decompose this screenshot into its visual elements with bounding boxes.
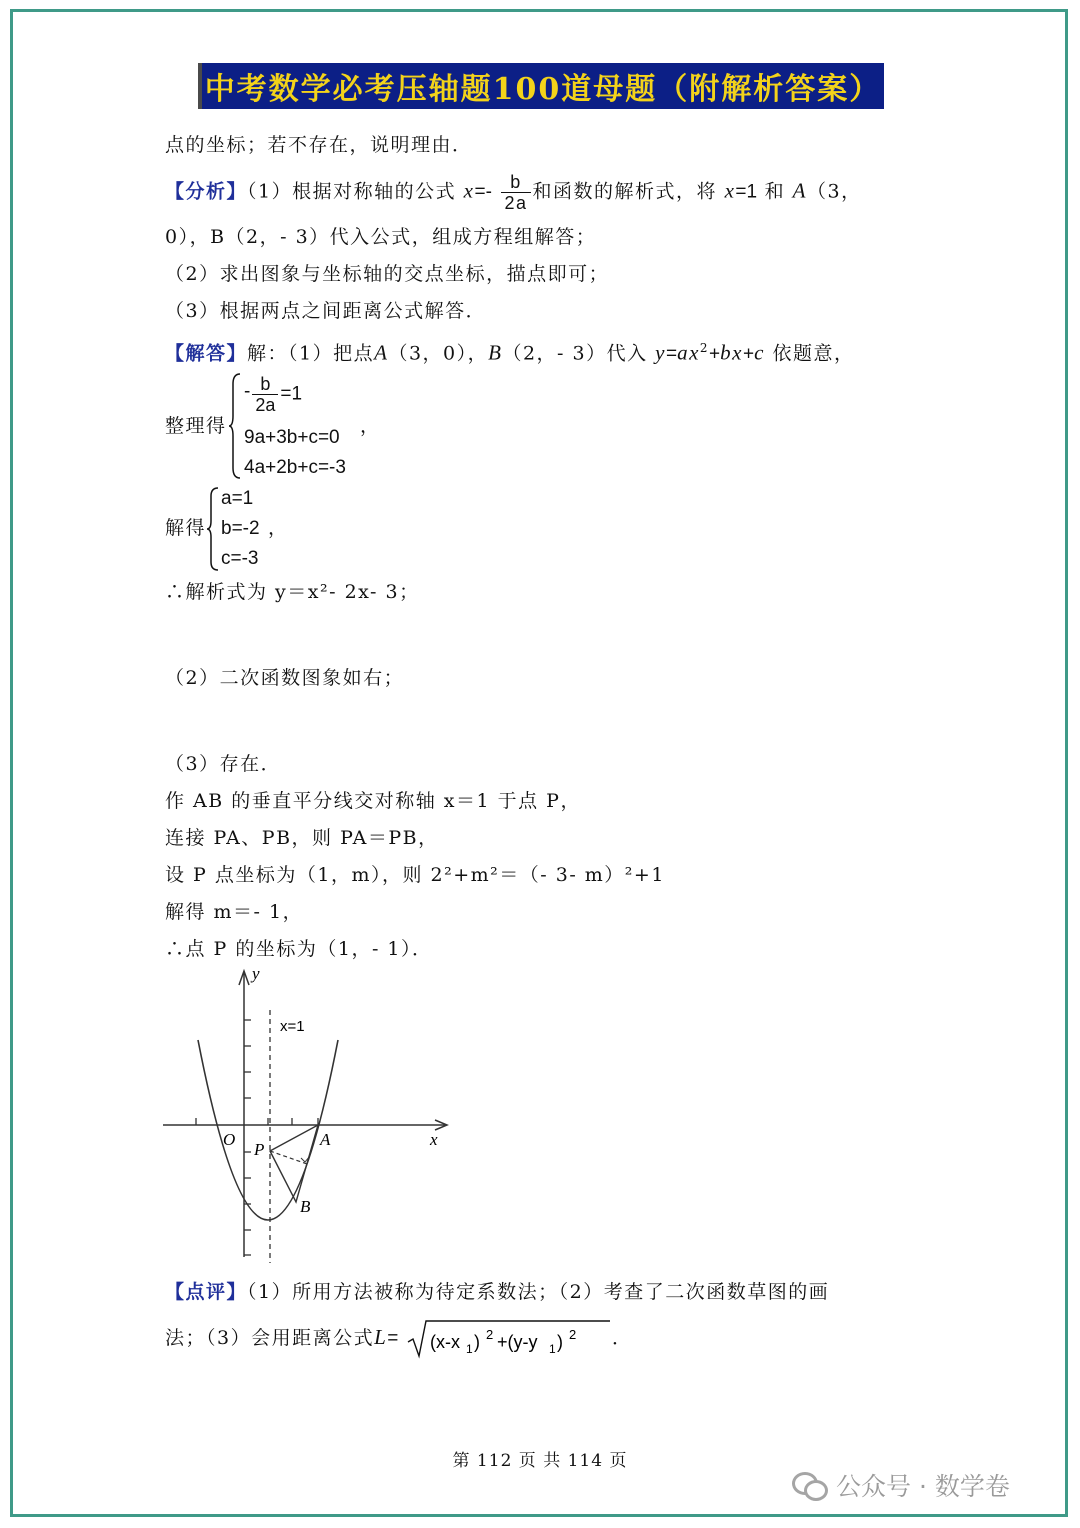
organize-label: 整理得 xyxy=(165,415,227,437)
y-axis-label: y xyxy=(252,965,260,983)
point-P-label: P xyxy=(254,1140,265,1159)
comment-tag: 【点评】 xyxy=(165,1281,248,1303)
left-brace-1 xyxy=(228,372,244,480)
analysis-line-1: 【分析】（1）根据对称轴的公式 x=- $\frac{b}{2a}$ 和函数的解析式，将 x=1 和 A（3， xyxy=(165,172,862,213)
system2-row-2: b=-2 xyxy=(221,518,260,539)
svg-text:1: 1 xyxy=(548,1342,556,1356)
part3-line-2: 连接 PA、PB，则 PA＝PB， xyxy=(165,827,439,849)
analysis-tag: 【分析】 xyxy=(165,180,248,203)
part3-line-1: 作 AB 的垂直平分线交对称轴 x＝1 于点 P， xyxy=(165,790,581,812)
analysis-step-2: （2）求出图象与坐标轴的交点坐标，描点即可； xyxy=(165,263,610,285)
watermark xyxy=(790,1467,1010,1503)
system1-row-3: 4a+2b+c=-3 xyxy=(244,457,346,478)
answer-line-1: 【解答】解：（1）把点A（3，0），B（2，- 3）代入 $y=ax^2+bx+c$ 依题意， xyxy=(165,340,855,365)
distance-formula xyxy=(406,1318,612,1360)
svg-text:+(y-y: +(y-y xyxy=(496,1332,538,1352)
part3-line-5: ∴点 P 的坐标为（1，- 1）． xyxy=(165,938,433,960)
analysis-line-2: 0），B（2，- 3）代入公式，组成方程组解答； xyxy=(165,226,597,248)
svg-text:(x-x: (x-x xyxy=(429,1332,460,1352)
svg-text:2: 2 xyxy=(485,1327,494,1342)
comment-line-2: 法；（3）会用距离公式L= (x-x 1 ) 2 +(y-y 1 ) 2 ． xyxy=(165,1318,632,1360)
part2-line: （2）二次函数图象如右； xyxy=(165,667,405,689)
title-banner xyxy=(198,63,884,109)
point-B-label: B xyxy=(300,1197,311,1216)
point-A-label: A xyxy=(320,1130,331,1149)
watermark-text: 公众号 · 数学卷 xyxy=(836,1472,1010,1501)
wechat-icon xyxy=(790,1469,828,1501)
triangle-PAB xyxy=(270,1125,318,1202)
svg-text:): ) xyxy=(556,1332,563,1352)
result-line: ∴解析式为 y＝x²- 2x- 3； xyxy=(165,581,420,603)
analysis-step-3: （3）根据两点之间距离公式解答． xyxy=(165,300,487,322)
system2-row-3: c=-3 xyxy=(221,548,259,569)
axis-formula-fraction: $\frac{b}{2a}$ xyxy=(501,172,530,213)
system1-comma: ， xyxy=(360,415,381,437)
symmetry-axis-label: x=1 xyxy=(280,1018,305,1035)
part3-title: （3）存在． xyxy=(165,753,282,775)
page-footer: 第 112 页 共 114 页 xyxy=(452,1451,628,1471)
page-title: 中考数学必考压轴题100道母题（附解析答案） xyxy=(204,72,882,107)
svg-text:): ) xyxy=(473,1332,480,1352)
system2-comma: ， xyxy=(268,517,289,539)
answer-tag: 【解答】 xyxy=(165,342,248,365)
system2-row-1: a=1 xyxy=(221,488,254,509)
system1-row-2: 9a+3b+c=0 xyxy=(244,427,340,448)
comment-line-1: 【点评】（1）所用方法被称为待定系数法；（2）考查了二次函数草图的画 xyxy=(165,1281,830,1303)
svg-text:2: 2 xyxy=(568,1327,577,1342)
system1-row-1: - $\frac{b}{2a}$ =1 xyxy=(244,374,303,415)
intro-line: 点的坐标；若不存在，说明理由． xyxy=(165,134,473,156)
part3-line-3: 设 P 点坐标为（1，m），则 2²+m²＝（- 3- m）²+1 xyxy=(165,864,665,886)
left-brace-2 xyxy=(206,486,222,572)
solve-label: 解得 xyxy=(165,517,207,539)
parabola-graph xyxy=(160,965,460,1265)
part3-line-4: 解得 m＝- 1， xyxy=(165,901,304,923)
x-axis-label: x xyxy=(430,1130,438,1149)
svg-text:1: 1 xyxy=(465,1342,473,1356)
origin-label: O xyxy=(223,1130,236,1149)
